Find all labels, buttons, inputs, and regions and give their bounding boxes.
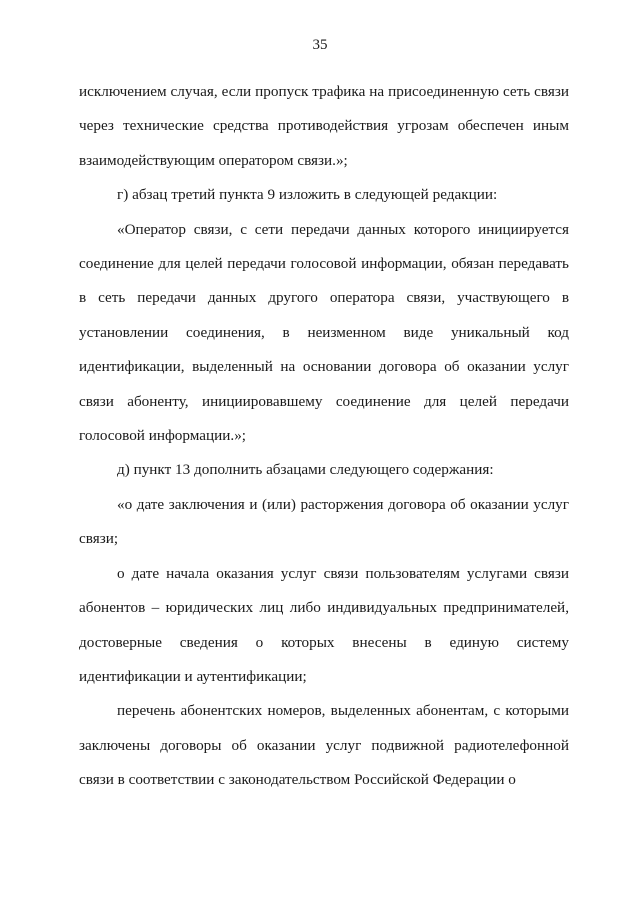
paragraph-continuation: исключением случая, если пропуск трафика на присоединенную сеть связи через технические средства противодействия угрозам обеспечен иным взаимодействующим оператором связи.»; bbox=[79, 83, 569, 169]
paragraph-item-g: г) абзац третий пункта 9 изложить в следующей редакции: bbox=[117, 186, 498, 204]
paragraph-contract-date: «о дате заключения и (или) расторжения договора об оказании услуг связи; bbox=[79, 495, 569, 548]
page-number: 35 bbox=[312, 37, 328, 53]
document-body bbox=[79, 75, 569, 798]
paragraph-operator-quote: «Оператор связи, с сети передачи данных которого инициируется соединение для целей передачи голосовой информации, обязан передавать в сеть передачи данных другого оператора связи, участвующего в установлении соединения, в неизменном виде уникальный код идентификации, выделенный на основании договора об оказании услуг связи абоненту, инициировавшему соединение для целей передачи голосовой информации.»; bbox=[79, 220, 569, 445]
paragraph-subscriber-numbers: перечень абонентских номеров, выделенных абонентам, с которыми заключены договоры об оказании услуг подвижной радиотелефонной связи в соответствии с законодательством Российской Федерации о bbox=[79, 702, 569, 789]
paragraph-item-d: д) пункт 13 дополнить абзацами следующего содержания: bbox=[117, 461, 494, 479]
paragraph-service-start: о дате начала оказания услуг связи пользователям услугами связи абонентов – юридических лиц либо индивидуальных предпринимателей, достоверные сведения о которых внесены в единую систему идентификации и аутентификации; bbox=[79, 564, 569, 685]
